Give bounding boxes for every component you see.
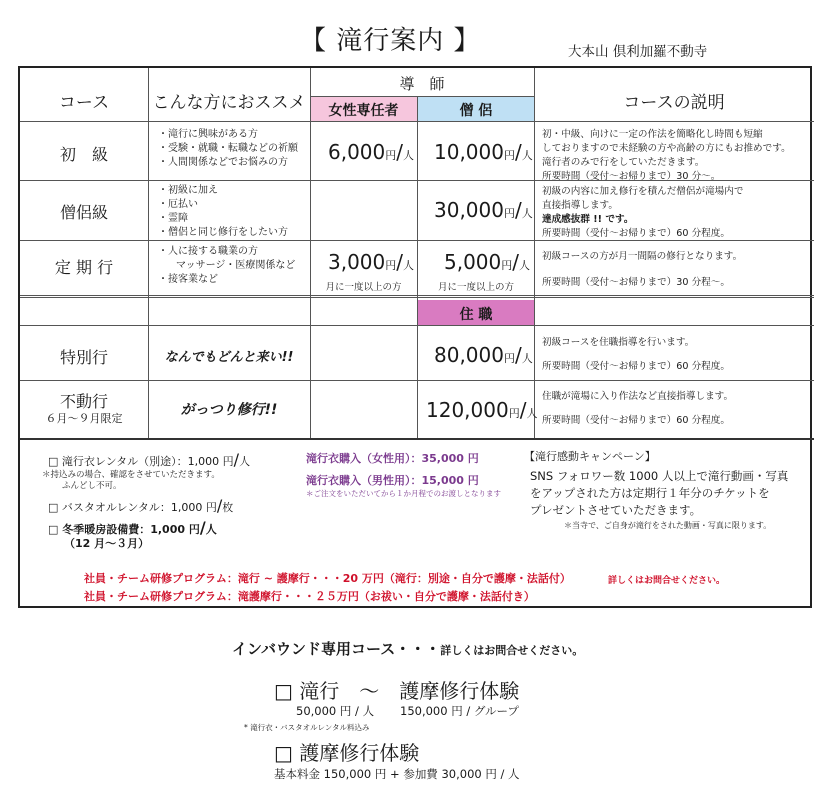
chief-price: 120,000円/人: [426, 398, 538, 422]
robe-rental-note2: ふんどし不可。: [62, 481, 122, 491]
campaign-note: ＊当寺で、ご自身が滝行をされた動画・写真に限ります。: [564, 521, 772, 530]
header-course: コース: [58, 93, 110, 113]
course-period: ６月〜９月限定: [45, 412, 123, 425]
inbound-price-person: 50,000 円 / 人: [296, 704, 375, 718]
training-program-1: 社員・チーム研修プログラム：滝行 ~ 護摩行・・・20 万円（滝行：別途・自分で護摩・法話付）: [84, 572, 571, 585]
campaign-text: SNS フォロワー数 1000 人以上で滝行動画・写真 をアップされた方は定期行１年分のチケットを プレゼントさせていただきます。: [530, 469, 789, 517]
course-description: 初級コースの方が月一間隔の修行となります。 所要時間（受付〜お帰りまで）30 分程〜。: [542, 251, 743, 288]
inbound-course-1: □ 滝行 〜 護摩修行体験: [274, 679, 520, 703]
inbound-price-2: 基本料金 150,000 円 + 参加費 30,000 円 / 人: [274, 767, 520, 781]
course-name: 初 級: [59, 145, 108, 164]
course-name: 僧侶級: [59, 203, 108, 222]
monk-price: 5,000円/人: [444, 250, 531, 274]
course-name: 不動行: [59, 392, 108, 411]
temple-name: 大本山 倶利加羅不動寺: [568, 44, 708, 60]
inbound-price-group: 150,000 円 / グループ: [400, 704, 519, 718]
monk-price: 10,000円/人: [434, 140, 533, 164]
header-guide: 導 師: [399, 75, 445, 93]
price-table: [18, 66, 812, 608]
course-description: 住職が滝場に入り作法など直接指導します。 所要時間（受付〜お帰りまで）60 分程度。: [542, 391, 734, 426]
recommend-list: ・初級に加え ・厄払い ・霊障 ・僧侶と同じ修行をしたい方: [158, 185, 288, 238]
header-description: コースの説明: [623, 93, 725, 113]
robe-purchase-female: 滝行衣購入（女性用）：35,000 円: [306, 452, 479, 465]
header-female: 女性専任者: [328, 103, 399, 119]
page-title: 【 滝行案内 】: [300, 26, 481, 56]
training-program-2: 社員・チーム研修プログラム：滝護摩行・・・２５万円（お祓い・自分で護摩・法話付き）: [84, 590, 535, 603]
recommend-text: がっつり修行!!: [180, 402, 278, 418]
recommend-text: なんでもどんと来い!!: [164, 350, 294, 365]
header-monk: 僧 侶: [459, 103, 493, 119]
header-chief: 住 職: [459, 307, 493, 323]
inbound-title: インバウンド専用コース・・・詳しくはお問合せください。: [232, 640, 584, 658]
campaign-title: 【滝行感動キャンペーン】: [524, 450, 656, 463]
inbound-course-2: □ 護摩修行体験: [274, 741, 420, 765]
heating-period: （12 月〜３月）: [64, 537, 150, 550]
inbound-note: * 滝行衣・バスタオルレンタル料込み: [244, 723, 370, 732]
heating-fee: □ 冬季暖房設備費：1,000 円/人: [48, 518, 217, 537]
course-description: 初級コースを住職指導を行います。 所要時間（受付〜お帰りまで）60 分程度。: [542, 337, 730, 372]
robe-rental: □ 滝行衣レンタル（別途）：1,000 円/人: [48, 450, 251, 469]
course-description: 初級の内容に加え修行を積んだ僧侶が滝場内で 直接指導します。 達成感抜群 !! です。 所要時間（受付〜お帰りまで）60 分程度。: [542, 186, 744, 239]
female-price: 3,000円/人: [328, 250, 415, 274]
course-name: 特別行: [59, 348, 108, 367]
recommend-list: ・滝行に興味がある方 ・受験・就職・転職などの祈願 ・人間関係などでお悩みの方: [158, 129, 298, 168]
header-recommend: こんな方におススメ: [152, 93, 306, 113]
monk-price-note: 月に一度以上の方: [437, 282, 514, 293]
monk-price: 30,000円/人: [434, 198, 533, 222]
recommend-list: ・人に接する職業の方 マッサージ・医療関係など ・接客業など: [158, 246, 296, 285]
robe-rental-note: ＊持込みの場合、確認をさせていただきます。: [42, 470, 220, 480]
robe-purchase-note: ＊ご注文をいただいてから１か月程でのお渡しとなります: [306, 489, 501, 498]
female-price: 6,000円/人: [328, 140, 415, 164]
female-price-note: 月に一度以上の方: [325, 282, 402, 293]
towel-rental: □ バスタオルレンタル：1,000 円/枚: [48, 496, 234, 515]
course-name: 定 期 行: [54, 258, 114, 277]
robe-purchase-male: 滝行衣購入（男性用）：15,000 円: [306, 474, 479, 487]
chief-price: 80,000円/人: [434, 343, 533, 367]
course-description: 初・中級、向けに一定の作法を簡略化し時間も短縮 しておりますので未経験の方や高齢の方にもお推めです。 滝行者のみで行をしていただきます。 所要時間（受付〜お帰りまで）30 分〜。: [542, 129, 791, 182]
program-inquiry-note: 詳しくはお問合せください。: [608, 576, 726, 586]
